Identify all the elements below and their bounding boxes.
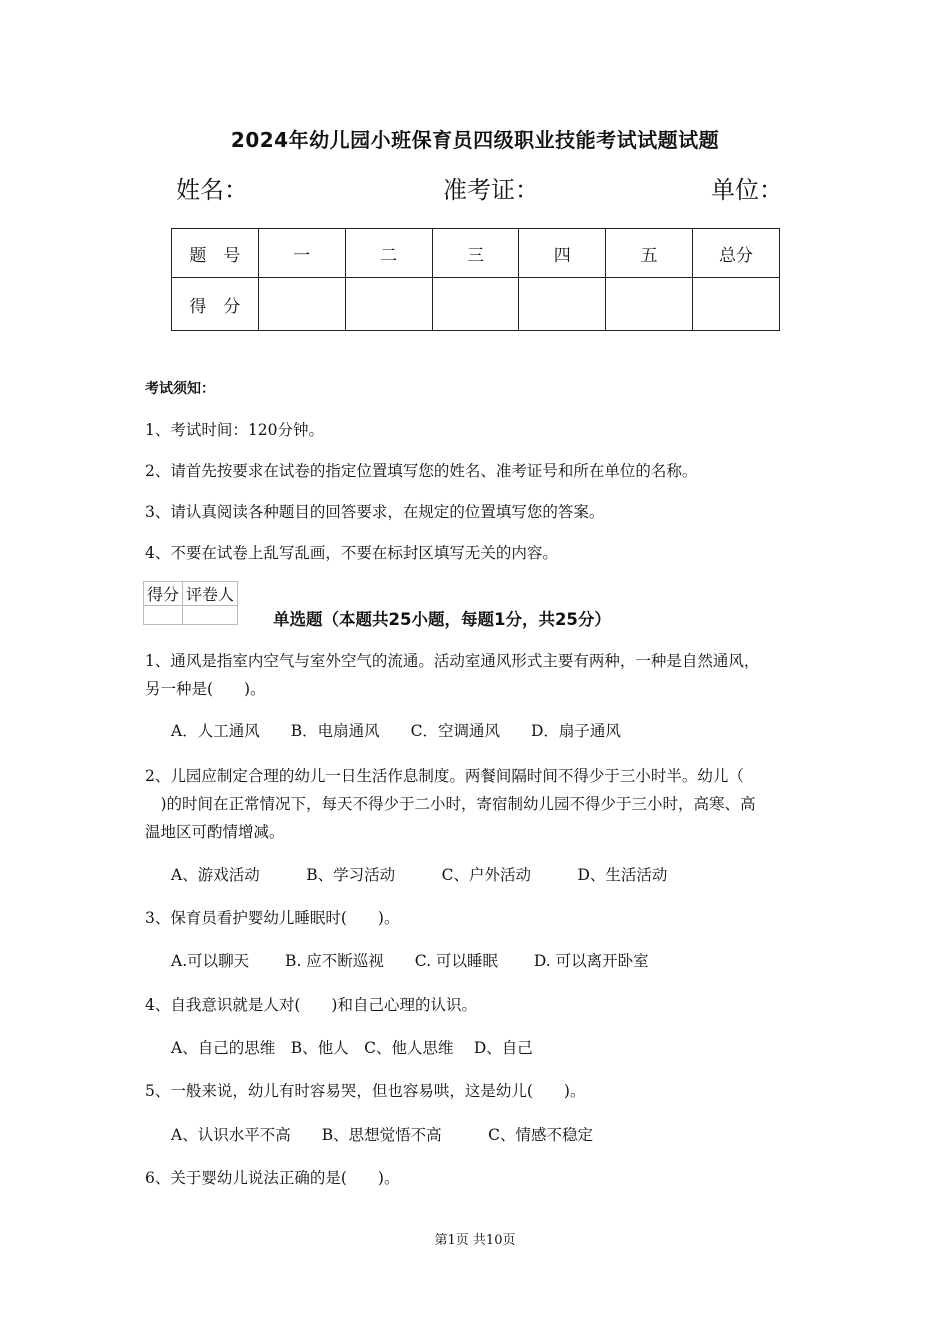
question-text: 3、保育员看护婴幼儿睡眠时( )。 [145,909,400,927]
score-table-header-row [172,229,780,278]
grader-score-cell [144,606,183,625]
score-cell [258,278,345,331]
score-header-cell: 三 [432,229,519,278]
grader-name-cell [183,606,238,625]
question-text: 1、通风是指室内空气与室外空气的流通。活动室通风形式主要有两种，一种是自然通风， [145,652,760,670]
question-options: A、游戏活动 B、学习活动 C、户外活动 D、生活活动 [171,866,668,884]
score-header-cell: 二 [345,229,432,278]
notice-item: 3、请认真阅读各种题目的回答要求，在规定的位置填写您的答案。 [145,503,605,521]
grader-table [143,581,238,625]
notice-heading: 考试须知： [145,381,215,397]
page-footer: 第1页 共10页 [434,1233,516,1248]
grader-name-label: 评卷人 [183,582,238,606]
question-options: A、认识水平不高 B、思想觉悟不高 C、情感不稳定 [171,1126,593,1144]
score-header-cell: 总分 [693,229,780,278]
question-text: 温地区可酌情增减。 [145,823,285,841]
question-options: A.可以聊天 B. 应不断巡视 C. 可以睡眠 D. 可以离开卧室 [171,952,649,970]
exam-id-field-label: 准考证： [443,176,539,204]
notice-item: 1、考试时间：120分钟。 [145,421,324,439]
question-text: 另一种是( )。 [145,680,266,698]
score-cell [432,278,519,331]
score-header-cell: 一 [258,229,345,278]
notice-item: 4、不要在试卷上乱写乱画，不要在标封区填写无关的内容。 [145,544,558,562]
question-text: 2、儿园应制定合理的幼儿一日生活作息制度。两餐间隔时间不得少于三小时半。幼儿（ [145,767,744,785]
notice-item: 2、请首先按要求在试卷的指定位置填写您的姓名、准考证号和所在单位的名称。 [145,462,698,480]
question-text: 5、一般来说，幼儿有时容易哭，但也容易哄，这是幼儿( )。 [145,1082,586,1100]
score-cell [345,278,432,331]
question-options: A、自己的思维 B、他人 C、他人思维 D、自己 [171,1039,533,1057]
score-header-cell: 五 [606,229,693,278]
question-text: 4、自我意识就是人对( )和自己心理的认识。 [145,996,477,1014]
question-text: 6、关于婴幼儿说法正确的是( )。 [145,1169,400,1187]
grader-score-label: 得分 [144,582,183,606]
score-cell [693,278,780,331]
score-cell [519,278,606,331]
score-table-score-row [172,278,780,331]
name-field-label: 姓名： [176,176,248,204]
score-header-cell: 四 [519,229,606,278]
page-title: 2024年幼儿园小班保育员四级职业技能考试试题试题 [230,128,720,152]
score-header-cell: 题 号 [172,229,259,278]
score-row-label: 得 分 [172,278,259,331]
section-title: 单选题（本题共25小题，每题1分，共25分） [273,610,611,629]
unit-field-label: 单位： [711,176,783,204]
score-table [171,228,780,331]
question-text: )的时间在正常情况下，每天不得少于二小时，寄宿制幼儿园不得少于三小时，高寒、高 [145,795,756,813]
question-options: A．人工通风 B．电扇通风 C．空调通风 D．扇子通风 [171,722,621,740]
score-cell [606,278,693,331]
